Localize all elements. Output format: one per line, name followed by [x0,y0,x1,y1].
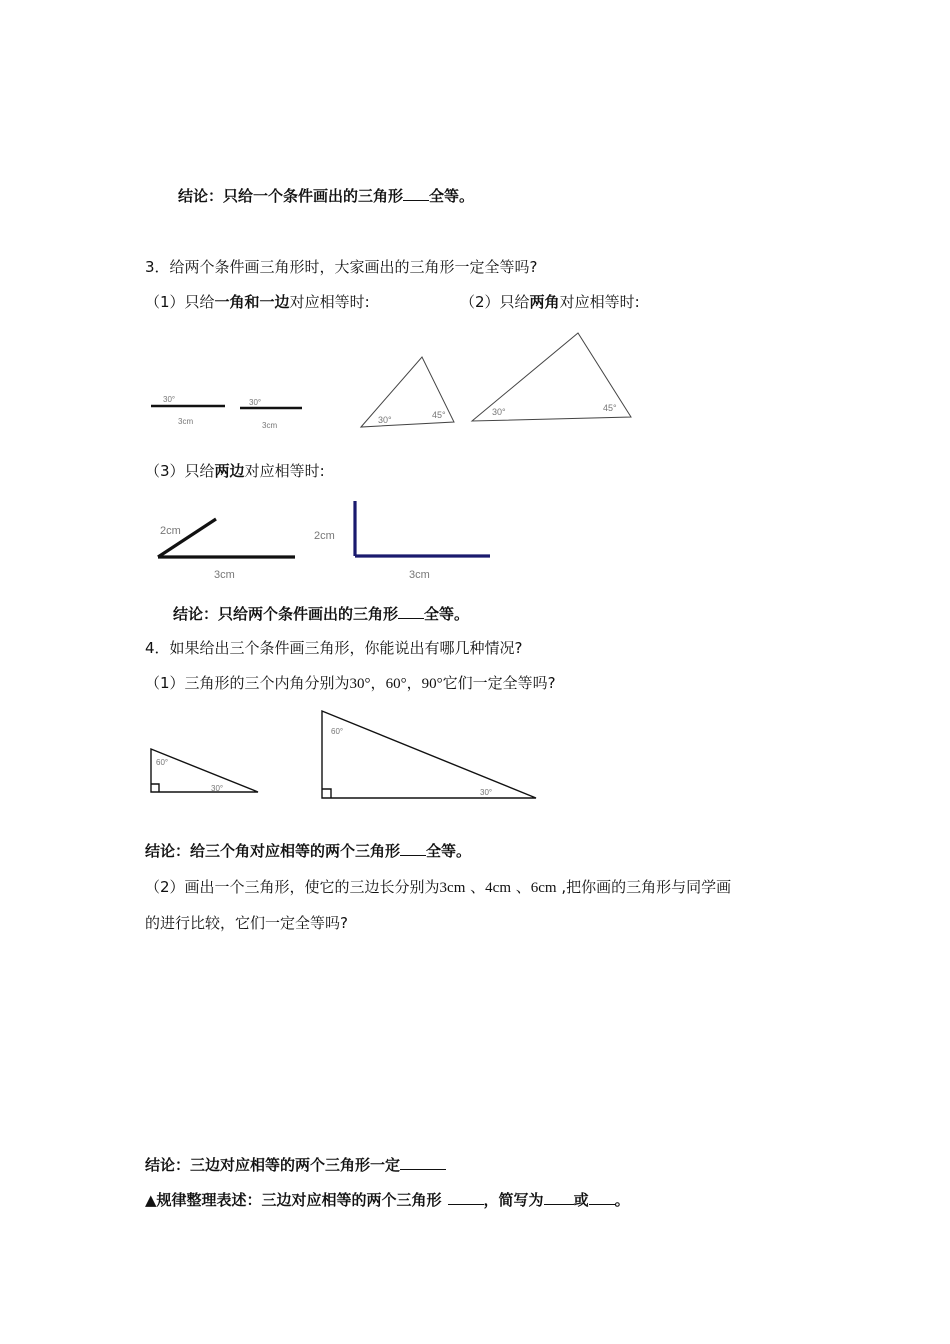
part-text: 对应相等时: [289,293,370,311]
angle-label: 30° [378,415,392,425]
answer-blank[interactable] [448,1190,484,1205]
side-label: 2cm [160,525,181,537]
q4-part-2-line-2: 的进行比较，它们一定全等吗? [145,914,348,932]
separator: 、 [465,878,486,896]
angle-label: 45° [603,403,617,413]
angle-label: 30° [492,407,506,417]
part-text: ,把你画的三角形与同学画 [556,878,732,896]
part-text: （1）三角形的三个内角分别为 [145,674,350,692]
angle-label: 30° [163,395,176,404]
right-triangle-small [151,749,258,793]
side-label: 3cm [409,569,430,581]
angle-label: 60° [156,758,169,767]
question-4-title: 4．如果给出三个条件画三角形，你能说出有哪几种情况? [145,639,523,657]
separator: 、 [510,878,531,896]
angle-value: 60° [385,676,407,692]
part-text: 对应相等时: [559,293,640,311]
side-label: 3cm [262,421,278,430]
length-value: 6cm [530,880,557,896]
rule-summary [145,1190,630,1210]
rule-text: ，简写为 [483,1191,544,1209]
conclusion-suffix: 全等。 [429,187,475,205]
conclusion-three-angles [145,841,471,861]
angle-label: 30° [211,784,224,793]
side-label: 3cm [178,417,194,426]
conclusion-suffix: 全等。 [426,842,472,860]
angle-label: 45° [432,410,446,420]
conclusion-suffix: 全等。 [424,605,470,623]
angle-value: 90° [421,676,443,692]
length-value: 4cm [485,880,511,896]
rule-text: 。 [614,1191,630,1209]
separator: ， [370,674,386,692]
side-label: 2cm [314,530,335,542]
question-3-title: 3．给两个条件画三角形时，大家画出的三角形一定全等吗? [145,258,538,276]
part-label: （1）只给 [145,293,215,311]
conclusion-text: 结论：只给两个条件画出的三角形 [173,605,399,623]
part-label: （3）只给 [145,462,215,480]
rule-text: ▲规律整理表述：三边对应相等的两个三角形 [145,1191,442,1209]
q4-part-2 [145,877,731,898]
conclusion-three-sides [145,1155,446,1175]
right-triangle-large [322,711,536,798]
conclusion-text: 结论：只给一个条件画出的三角形 [178,187,404,205]
part-text: 对应相等时: [244,462,325,480]
conclusion-text: 结论：给三个角对应相等的两个三角形 [145,842,401,860]
answer-blank[interactable] [400,1155,446,1170]
rule-text: 或 [573,1191,589,1209]
side-label: 3cm [214,569,235,581]
conclusion-text: 结论：三边对应相等的两个三角形一定 [145,1156,401,1174]
answer-blank[interactable] [589,1190,615,1205]
angle-label: 60° [331,727,344,736]
angle-label: 30° [249,398,262,407]
answer-blank[interactable] [400,841,426,856]
part-text: （2）画出一个三角形，使它的三边长分别为 [145,878,440,896]
answer-blank[interactable] [544,1190,574,1205]
bold-term: 两边 [214,462,245,480]
part-label: （2）只给 [460,293,530,311]
bold-term: 两角 [529,293,560,311]
separator: ， [406,674,422,692]
length-value: 3cm [439,880,466,896]
bold-term: 一角和一边 [214,293,290,311]
part-text: 它们一定全等吗? [442,674,556,692]
angle-value: 30° [349,676,371,692]
angle-label: 30° [480,788,493,797]
